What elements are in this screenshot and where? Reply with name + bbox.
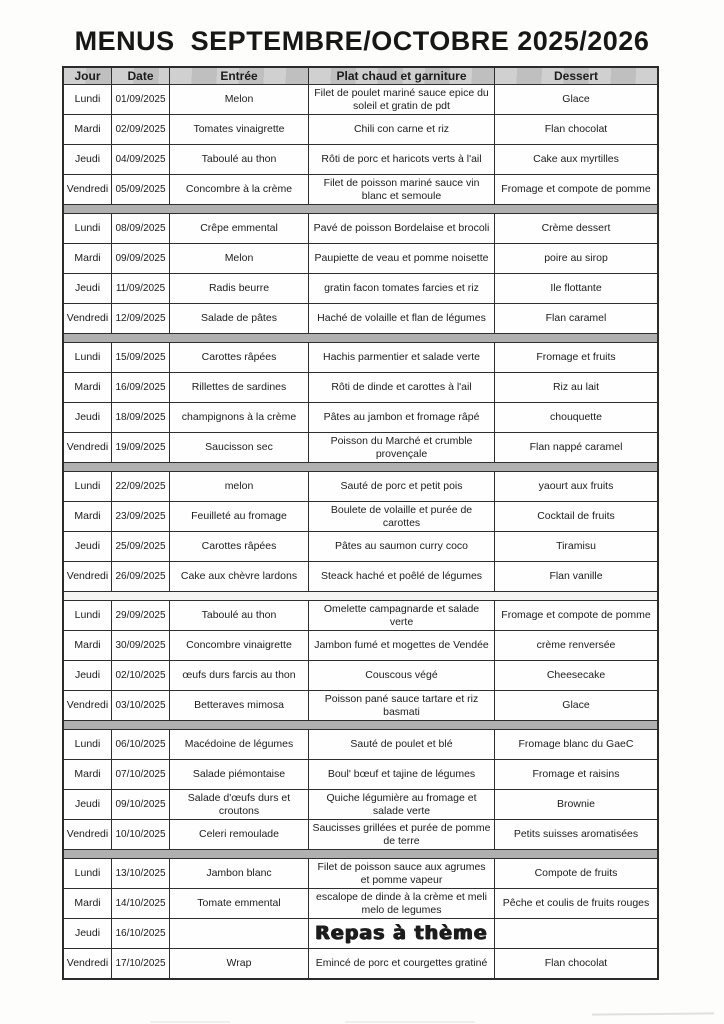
- entree-cell: Taboulé au thon: [170, 601, 309, 630]
- date-cell: 02/10/2025: [112, 661, 170, 690]
- menu-row: [64, 691, 657, 721]
- entree-cell: Cake aux chèvre lardons: [170, 562, 309, 591]
- dessert-cell: Cake aux myrtilles: [533, 153, 619, 166]
- date-cell: 01/09/2025: [112, 85, 170, 114]
- week-separator: [64, 849, 657, 859]
- menu-row: [64, 889, 657, 919]
- entree-cell: Melon: [170, 244, 309, 273]
- date-cell: 09/09/2025: [112, 244, 170, 273]
- menu-row: [64, 304, 657, 334]
- plat-cell: Repas à thème: [309, 919, 495, 948]
- menu-row: [64, 859, 657, 889]
- plat-cell: Jambon fumé et mogettes de Vendée: [309, 631, 495, 660]
- date-cell: 18/09/2025: [112, 403, 170, 432]
- entree-cell: Salade de pâtes: [170, 304, 309, 333]
- dessert-cell: Crème dessert: [541, 222, 611, 235]
- plat-cell: Sauté de porc et petit pois: [309, 472, 495, 501]
- date-cell: 15/09/2025: [112, 343, 170, 372]
- dessert-cell: Glace: [562, 699, 590, 712]
- plat-cell: Filet de poisson sauce aux agrumes et pomme vapeur: [309, 859, 495, 888]
- menu-table: [62, 66, 659, 980]
- week-separator: [64, 720, 657, 730]
- plat-cell: Poisson du Marché et crumble provençale: [309, 433, 495, 462]
- day-cell: Jeudi: [64, 403, 112, 432]
- dessert-cell: Fromage blanc du GaeC: [518, 738, 634, 751]
- dessert-cell: Tiramisu: [556, 540, 596, 553]
- week-separator: [64, 204, 657, 214]
- plat-cell: Haché de volaille et flan de légumes: [309, 304, 495, 333]
- menu-row: [64, 661, 657, 691]
- entree-cell: Salade d'œufs durs et croutons: [170, 790, 309, 819]
- menu-row: [64, 343, 657, 373]
- entree-cell: Celeri remoulade: [170, 820, 309, 849]
- dessert-cell: yaourt aux fruits: [538, 480, 614, 493]
- day-cell: Vendredi: [64, 562, 112, 591]
- menu-row: [64, 472, 657, 502]
- day-cell: Jeudi: [64, 919, 112, 948]
- menu-row: [64, 373, 657, 403]
- header-jour: Jour: [64, 68, 112, 84]
- plat-cell: escalope de dinde à la crème et meli melo de legumes: [309, 889, 495, 918]
- menu-row: [64, 502, 657, 532]
- plat-cell: Quiche légumière au fromage et salade verte: [309, 790, 495, 819]
- day-cell: Jeudi: [64, 274, 112, 303]
- day-cell: Vendredi: [64, 949, 112, 978]
- dessert-cell: Fromage et compote de pomme: [501, 609, 651, 622]
- day-cell: Mardi: [64, 631, 112, 660]
- date-cell: 25/09/2025: [112, 532, 170, 561]
- plat-cell: Poisson pané sauce tartare et riz basmati: [309, 691, 495, 720]
- entree-cell: œufs durs farcis au thon: [170, 661, 309, 690]
- plat-cell: Saucisses grillées et purée de pomme de terre: [309, 820, 495, 849]
- entree-cell: Radis beurre: [170, 274, 309, 303]
- date-cell: 06/10/2025: [112, 730, 170, 759]
- dessert-cell: Ile flottante: [550, 282, 602, 295]
- day-cell: Mardi: [64, 244, 112, 273]
- plat-cell: Rôti de dinde et carottes à l'ail: [309, 373, 495, 402]
- date-cell: 11/09/2025: [112, 274, 170, 303]
- date-cell: 07/10/2025: [112, 760, 170, 789]
- dessert-cell: Riz au lait: [552, 381, 600, 394]
- plat-cell: Pavé de poisson Bordelaise et brocoli: [309, 214, 495, 243]
- entree-cell: Tomate emmental: [170, 889, 309, 918]
- dessert-cell: Flan chocolat: [544, 957, 608, 970]
- date-cell: 05/09/2025: [112, 175, 170, 204]
- dessert-cell: Glace: [562, 93, 590, 106]
- entree-cell: Macédoine de légumes: [170, 730, 309, 759]
- entree-cell: Carottes râpées: [170, 343, 309, 372]
- plat-cell: Sauté de poulet et blé: [309, 730, 495, 759]
- menu-row: [64, 433, 657, 463]
- date-cell: 03/10/2025: [112, 691, 170, 720]
- plat-cell: Hachis parmentier et salade verte: [309, 343, 495, 372]
- entree-cell: Crêpe emmental: [170, 214, 309, 243]
- plat-cell: Steack haché et poêlé de légumes: [309, 562, 495, 591]
- day-cell: Vendredi: [64, 175, 112, 204]
- menu-row: [64, 244, 657, 274]
- menu-row: [64, 919, 657, 949]
- menu-row: [64, 214, 657, 244]
- dessert-cell: Pêche et coulis de fruits rouges: [502, 897, 650, 910]
- date-cell: 04/09/2025: [112, 145, 170, 174]
- day-cell: Lundi: [64, 601, 112, 630]
- date-cell: 19/09/2025: [112, 433, 170, 462]
- day-cell: Lundi: [64, 85, 112, 114]
- dessert-cell: Cocktail de fruits: [537, 510, 615, 523]
- day-cell: Jeudi: [64, 145, 112, 174]
- menu-row: [64, 403, 657, 433]
- day-cell: Vendredi: [64, 691, 112, 720]
- menu-row: [64, 115, 657, 145]
- menu-row: [64, 532, 657, 562]
- menu-row: [64, 631, 657, 661]
- day-cell: Lundi: [64, 472, 112, 501]
- header-dessert: Dessert: [495, 68, 657, 84]
- date-cell: 12/09/2025: [112, 304, 170, 333]
- day-cell: Lundi: [64, 343, 112, 372]
- table-body: [64, 85, 657, 978]
- plat-cell: Paupiette de veau et pomme noisette: [309, 244, 495, 273]
- plat-cell: Filet de poisson mariné sauce vin blanc et semoule: [309, 175, 495, 204]
- entree-cell: Salade piémontaise: [170, 760, 309, 789]
- entree-cell: Concombre à la crème: [170, 175, 309, 204]
- day-cell: Mardi: [64, 502, 112, 531]
- date-cell: 30/09/2025: [112, 631, 170, 660]
- scan-artifact-line: [592, 1012, 714, 1015]
- scan-artifact-line: [345, 1021, 475, 1023]
- menu-row: [64, 730, 657, 760]
- menu-row: [64, 562, 657, 592]
- dessert-cell: [495, 919, 657, 948]
- date-cell: 29/09/2025: [112, 601, 170, 630]
- day-cell: Vendredi: [64, 433, 112, 462]
- day-cell: Mardi: [64, 760, 112, 789]
- dessert-cell: Fromage et compote de pomme: [501, 183, 651, 196]
- plat-cell: Omelette campagnarde et salade verte: [309, 601, 495, 630]
- plat-cell: Pâtes au jambon et fromage râpé: [309, 403, 495, 432]
- date-cell: 08/09/2025: [112, 214, 170, 243]
- date-cell: 09/10/2025: [112, 790, 170, 819]
- date-cell: 17/10/2025: [112, 949, 170, 978]
- menu-row: [64, 760, 657, 790]
- week-separator: [64, 591, 657, 601]
- header-entree: Entrée: [170, 68, 309, 84]
- page-title: MENUS SEPTEMBRE/OCTOBRE 2025/2026: [74, 26, 650, 56]
- scan-artifact-line: [150, 1021, 230, 1023]
- dessert-cell: chouquette: [550, 411, 602, 424]
- entree-cell: Tomates vinaigrette: [170, 115, 309, 144]
- date-cell: 22/09/2025: [112, 472, 170, 501]
- menu-row: [64, 820, 657, 850]
- week-separator: [64, 333, 657, 343]
- week-separator: [64, 462, 657, 472]
- dessert-cell: Flan chocolat: [544, 123, 608, 136]
- plat-cell: Couscous végé: [309, 661, 495, 690]
- date-cell: 14/10/2025: [112, 889, 170, 918]
- menu-row: [64, 949, 657, 978]
- plat-cell: Filet de poulet mariné sauce epice du soleil et gratin de pdt: [309, 85, 495, 114]
- dessert-cell: crème renversée: [536, 639, 616, 652]
- dessert-cell: Cheesecake: [546, 669, 606, 682]
- entree-cell: Feuilleté au fromage: [170, 502, 309, 531]
- day-cell: Lundi: [64, 859, 112, 888]
- day-cell: Jeudi: [64, 790, 112, 819]
- day-cell: Lundi: [64, 730, 112, 759]
- date-cell: 23/09/2025: [112, 502, 170, 531]
- entree-cell: Rillettes de sardines: [170, 373, 309, 402]
- dessert-cell: Brownie: [557, 798, 595, 811]
- day-cell: Jeudi: [64, 532, 112, 561]
- plat-cell: Boulete de volaille et purée de carottes: [309, 502, 495, 531]
- entree-cell: Concombre vinaigrette: [170, 631, 309, 660]
- plat-cell: Boul' bœuf et tajine de légumes: [309, 760, 495, 789]
- menu-row: [64, 175, 657, 205]
- plat-cell: Chili con carne et riz: [309, 115, 495, 144]
- dessert-cell: Petits suisses aromatisées: [513, 828, 639, 841]
- entree-cell: [170, 919, 309, 948]
- day-cell: Mardi: [64, 373, 112, 402]
- menu-row: [64, 274, 657, 304]
- entree-cell: Taboulé au thon: [170, 145, 309, 174]
- entree-cell: Betteraves mimosa: [170, 691, 309, 720]
- dessert-cell: Fromage et raisins: [532, 768, 620, 781]
- menu-row: [64, 601, 657, 631]
- day-cell: Vendredi: [64, 304, 112, 333]
- dessert-cell: Flan caramel: [545, 312, 607, 325]
- header-plat: Plat chaud et garniture: [309, 68, 495, 84]
- plat-cell: gratin facon tomates farcies et riz: [309, 274, 495, 303]
- table-header-row: [64, 68, 657, 85]
- day-cell: Lundi: [64, 214, 112, 243]
- entree-cell: Wrap: [170, 949, 309, 978]
- plat-cell: Pâtes au saumon curry coco: [309, 532, 495, 561]
- day-cell: Vendredi: [64, 820, 112, 849]
- plat-cell: Emincé de porc et courgettes gratiné: [309, 949, 495, 978]
- date-cell: 10/10/2025: [112, 820, 170, 849]
- dessert-cell: Fromage et fruits: [536, 351, 616, 364]
- day-cell: Mardi: [64, 889, 112, 918]
- date-cell: 16/10/2025: [112, 919, 170, 948]
- day-cell: Mardi: [64, 115, 112, 144]
- entree-cell: Saucisson sec: [170, 433, 309, 462]
- dessert-cell: Flan vanille: [549, 570, 603, 583]
- menu-row: [64, 145, 657, 175]
- menu-row: [64, 85, 657, 115]
- entree-cell: Jambon blanc: [170, 859, 309, 888]
- dessert-cell: Compote de fruits: [534, 867, 618, 880]
- menu-row: [64, 790, 657, 820]
- date-cell: 13/10/2025: [112, 859, 170, 888]
- dessert-cell: poire au sirop: [544, 252, 608, 265]
- entree-cell: Carottes râpées: [170, 532, 309, 561]
- header-date: Date: [112, 68, 170, 84]
- date-cell: 02/09/2025: [112, 115, 170, 144]
- entree-cell: champignons à la crème: [170, 403, 309, 432]
- plat-cell: Rôti de porc et haricots verts à l'ail: [309, 145, 495, 174]
- day-cell: Jeudi: [64, 661, 112, 690]
- date-cell: 16/09/2025: [112, 373, 170, 402]
- dessert-cell: Flan nappé caramel: [529, 441, 623, 454]
- date-cell: 26/09/2025: [112, 562, 170, 591]
- entree-cell: melon: [170, 472, 309, 501]
- entree-cell: Melon: [170, 85, 309, 114]
